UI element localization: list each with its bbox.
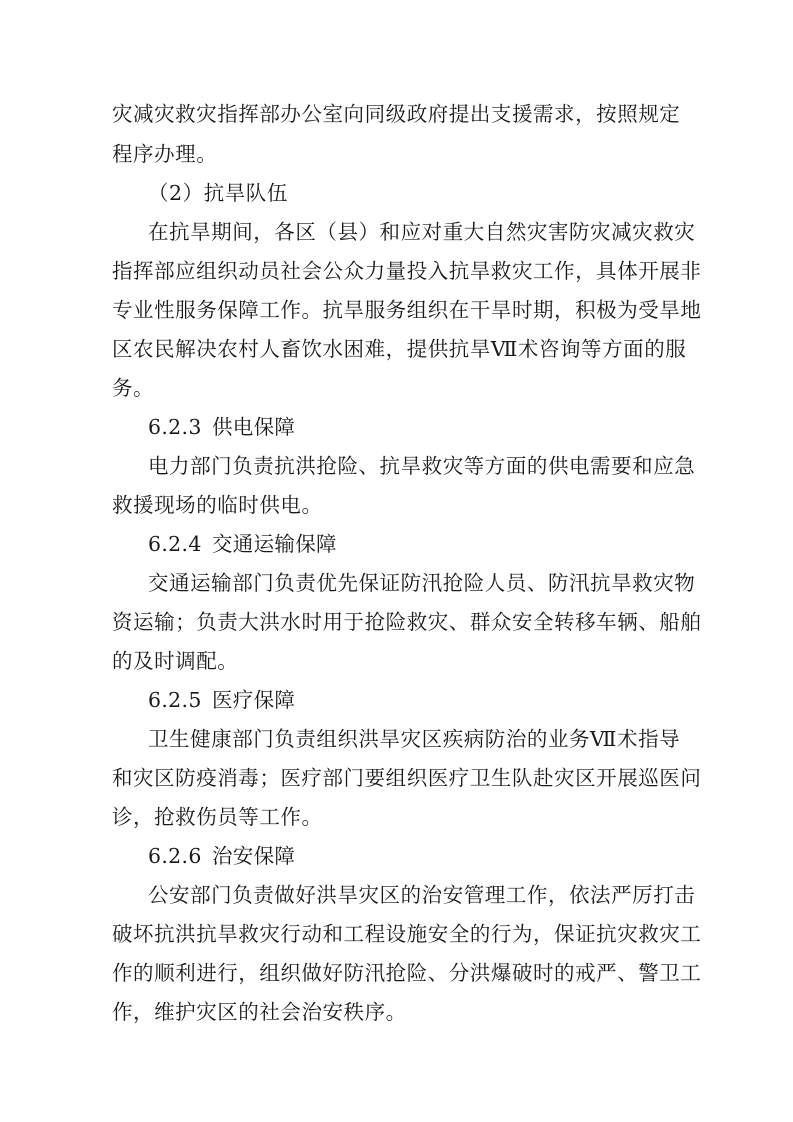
paragraph-line: 程序办理。	[112, 142, 218, 166]
paragraph-line: 电力部门负责抗洪抢险、抗旱救灾等方面的供电需要和应急	[148, 454, 696, 478]
section-title: 医疗保障	[212, 688, 296, 712]
paragraph-line: 交通运输部门负责优先保证防汛抢险人员、防汛抗旱救灾物	[148, 571, 696, 595]
paragraph-line: 区农民解决农村人畜饮水困难，提供抗旱Ⅶ术咨询等方面的服	[112, 337, 687, 361]
paragraph-line: 指挥部应组织动员社会公众力量投入抗旱救灾工作，具体开展非	[112, 259, 702, 283]
paragraph-line: 资运输；负责大洪水时用于抢险救灾、群众安全转移车辆、船舶	[112, 610, 702, 634]
paragraph-line: 作的顺利进行，组织做好防汛抢险、分洪爆破时的戒严、警卫工	[112, 961, 702, 985]
section-number: 6.2.5	[148, 688, 202, 712]
paragraph-line: 作，维护灾区的社会治安秩序。	[112, 1000, 407, 1024]
paragraph-line: 专业性服务保障工作。抗旱服务组织在干旱时期，积极为受旱地	[112, 298, 702, 322]
paragraph-line: 卫生健康部门负责组织洪旱灾区疾病防治的业务Ⅶ术指导	[148, 727, 681, 751]
section-title: 供电保障	[212, 415, 296, 439]
paragraph-line: 务。	[112, 376, 155, 400]
section-number: 6.2.6	[148, 844, 202, 868]
section-heading-power-supply	[148, 415, 728, 439]
section-heading-medical	[148, 688, 728, 712]
paragraph-line: 诊，抢救伤员等工作。	[112, 805, 323, 829]
paragraph-line: 的及时调配。	[112, 649, 239, 673]
paragraph-line: 破坏抗洪抗旱救灾行动和工程设施安全的行为，保证抗灾救灾工	[112, 922, 702, 946]
paragraph-line: 在抗旱期间，各区（县）和应对重大自然灾害防灾减灾救灾	[148, 220, 696, 244]
paragraph-line: 公安部门负责做好洪旱灾区的治安管理工作，依法严厉打击	[148, 883, 696, 907]
section-number: 6.2.4	[148, 532, 202, 556]
section-title: 治安保障	[212, 844, 296, 868]
paragraph-line: 和灾区防疫消毒；医疗部门要组织医疗卫生队赴灾区开展巡医问	[112, 766, 702, 790]
section-number: 6.2.3	[148, 415, 202, 439]
paragraph-line: 灾减灾救灾指挥部办公室向同级政府提出支援需求，按照规定	[112, 102, 681, 126]
section-heading-public-security	[148, 844, 728, 868]
section-title: 交通运输保障	[212, 532, 337, 556]
paragraph-line: 救援现场的临时供电。	[112, 493, 323, 517]
section-heading-transport	[148, 532, 728, 556]
subsection-heading-drought-team: （2）抗旱队伍	[148, 181, 288, 205]
